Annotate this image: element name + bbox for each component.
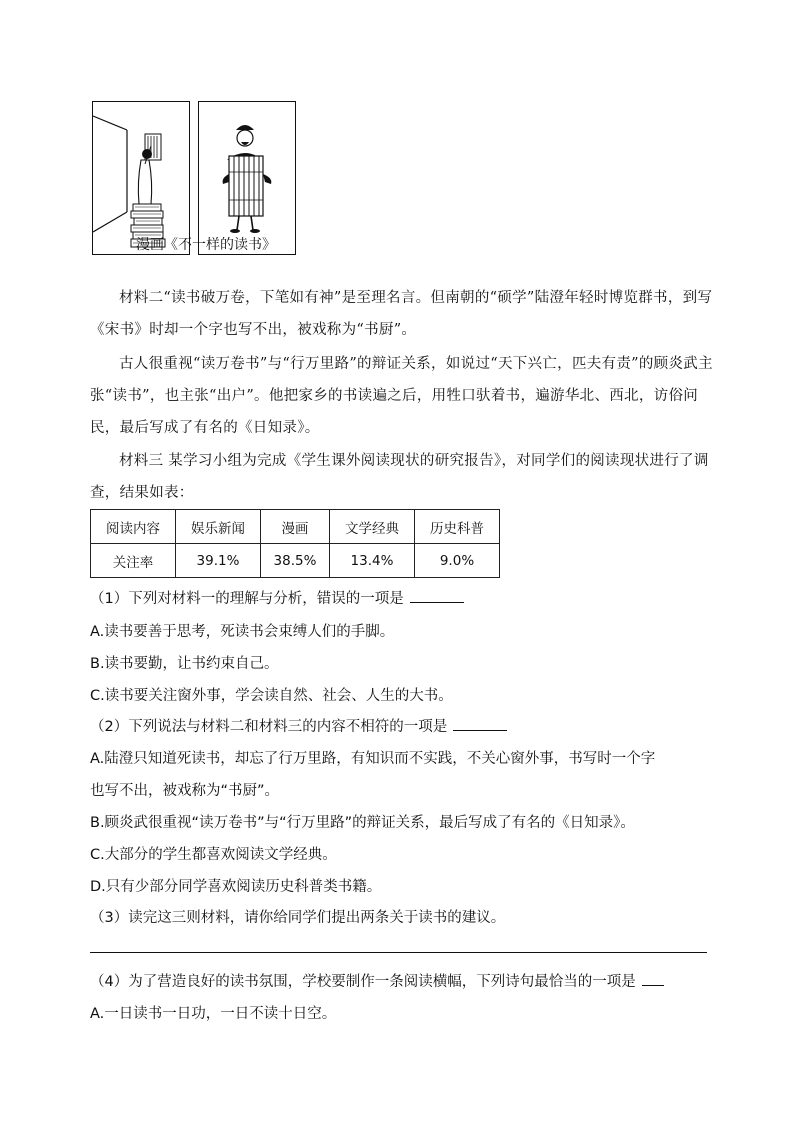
question-1-stem	[90, 587, 464, 608]
table-cell: 历史科普	[415, 510, 500, 544]
comic-strip	[92, 101, 296, 255]
table-cell: 关注率	[91, 544, 176, 578]
q2-option-a: A.陆澄只知道死读书，却忘了行万里路，有知识而不实践，不关心窗外事，书写时一个字	[90, 751, 656, 767]
q2-option-c: C.大部分的学生都喜欢阅读文学经典。	[90, 847, 337, 863]
table-row	[91, 544, 500, 578]
question-3-stem: （3）读完这三则材料，请你给同学们提出两条关于读书的建议。	[90, 910, 506, 926]
comic-panel-right	[198, 101, 296, 255]
answer-blank-1[interactable]	[410, 588, 464, 603]
table-cell: 38.5%	[261, 544, 330, 578]
table-cell: 阅读内容	[91, 510, 176, 544]
table-cell: 9.0%	[415, 544, 500, 578]
table-cell: 漫画	[261, 510, 330, 544]
q2-option-a-continued: 也写不出，被戏称为“书厨”。	[90, 783, 280, 799]
q2-option-b: B.顾炎武很重视“读万卷书”与“行万里路”的辩证关系，最后写成了有名的《日知录》。	[90, 815, 635, 831]
table-cell: 文学经典	[330, 510, 415, 544]
table-cell: 13.4%	[330, 544, 415, 578]
question-4-text: （4）为了营造良好的读书氛围，学校要制作一条阅读横幅，下列诗句最恰当的一项是	[90, 974, 636, 990]
q2-option-d: D.只有少部分同学喜欢阅读历史科普类书籍。	[90, 879, 382, 895]
table-cell: 39.1%	[176, 544, 261, 578]
comic-caption: 漫画《不一样的读书》	[136, 237, 276, 253]
answer-blank-2[interactable]	[453, 716, 507, 731]
question-4-stem	[90, 970, 664, 991]
q1-option-c: C.读书要关注窗外事，学会读自然、社会、人生的大书。	[90, 688, 453, 704]
q4-option-a: A.一日读书一日功，一日不读十日空。	[90, 1006, 337, 1022]
material-2-paragraph-1: 材料二“读书破万卷，下笔如有神”是至理名言。但南朝的“硕学”陆澄年轻时博览群书，到写《宋书》时却一个字也写不出，被戏称为“书厨”。	[90, 290, 713, 338]
survey-table	[90, 509, 500, 578]
q1-option-a: A.读书要善于思考，死读书会束缚人们的手脚。	[90, 624, 395, 640]
comic-bamboo-scroll-figure	[199, 102, 295, 254]
q1-option-b: B.读书要勤，让书约束自己。	[90, 656, 279, 672]
answer-blank-4[interactable]	[642, 971, 664, 986]
material-3-paragraph: 材料三 某学习小组为完成《学生课外阅读现状的研究报告》，对同学们的阅读现状进行了调查，结果如表：	[90, 453, 709, 501]
material-2-paragraph-2: 古人很重视“读万卷书”与“行万里路”的辩证关系，如说过“天下兴亡，匹夫有责”的顾炎武主张“读书”，也主张“出户”。他把家乡的书读遍之后，用牲口驮着书，遍游华北、西北，访俗问民，最后写成了有名的《日知录》。	[90, 356, 713, 436]
question-2-stem	[90, 715, 507, 736]
answer-line-3[interactable]	[90, 952, 707, 953]
comic-panel-left	[92, 101, 190, 255]
table-header-row	[91, 510, 500, 544]
question-2-text: （2）下列说法与材料二和材料三的内容不相符的一项是	[90, 719, 448, 735]
question-1-text: （1）下列对材料一的理解与分析，错误的一项是	[90, 591, 404, 607]
table-cell: 娱乐新闻	[176, 510, 261, 544]
comic-scholar-on-books	[93, 102, 189, 254]
